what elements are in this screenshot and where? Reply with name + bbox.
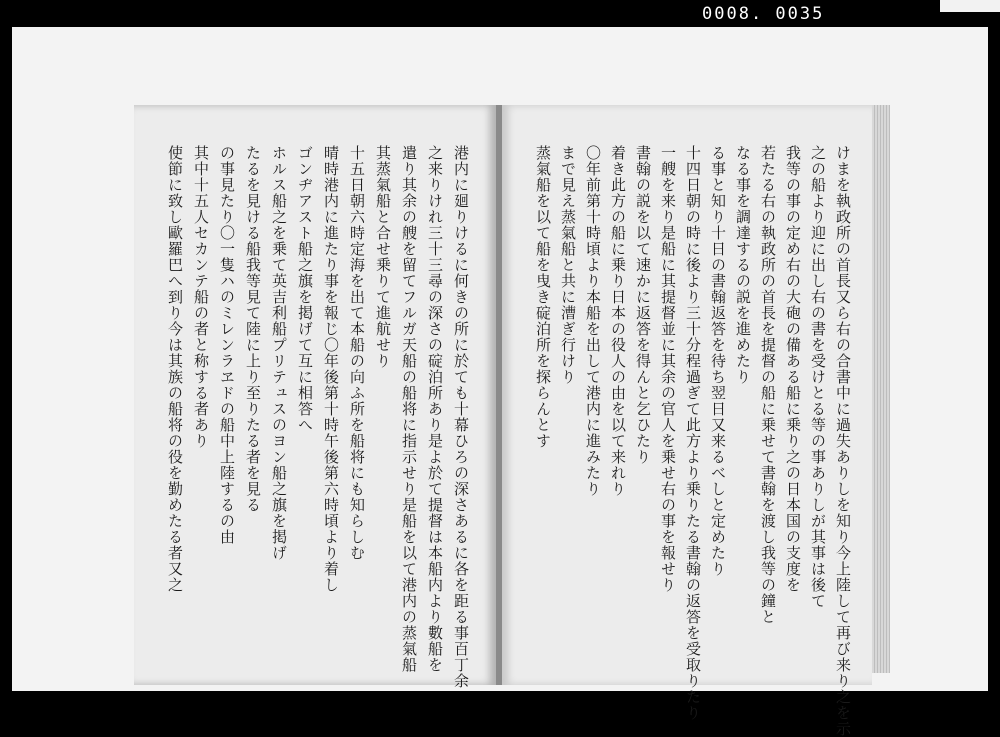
text-line: ゴンヂアスト船之旗を掲げて互に相答へ — [296, 145, 314, 433]
open-book — [132, 79, 900, 737]
text-line: 我等の事の定め右の大砲の備ある船に乗り之の日本国の支度を — [784, 145, 802, 593]
right-page — [502, 105, 872, 737]
text-line: 〇年前第十時頃より本船を出して港内に進みたり — [584, 145, 602, 497]
text-line: 蒸氣船を以て船を曳き碇泊所を探らんとす — [534, 145, 552, 449]
text-line: 其中十五人セカンテ船の者と称する者あり — [192, 145, 210, 449]
text-line: 使節に致し歐羅巴へ到り今は其族の船将の役を勤めたる者又之 — [166, 145, 184, 593]
text-line: まで見え蒸氣船と共に漕ぎ行けり — [559, 145, 577, 385]
text-line: 書翰の説を以て速かに返答を得んと乞ひたり — [634, 145, 652, 465]
text-line: 晴時港内に進たり事を報じ〇年後第十時午後第六時頃より着し — [322, 145, 340, 593]
text-line: 若たる右の執政所の首長を提督の船に乗せて書翰を渡し我等の鐘と — [759, 145, 777, 625]
text-line: ホルス船之を乗て英吉利船プリテュスのヨン船之旗を掲げ — [270, 145, 288, 561]
frame-id: 0008. 0035 — [702, 4, 825, 24]
text-line: 十五日朝六時定海を出て本船の向ふ所を船将にも知らしむ — [348, 145, 366, 561]
text-line: 十四日朝の時に後より三十分程過ぎて此方より乗りたる書翰の返答を受取りたり — [684, 145, 702, 721]
text-line: 港内に廻りけるに何きの所に於ても十幕ひろの深さあるに各を距る事百丁余 — [452, 145, 470, 689]
film-tab — [940, 0, 1000, 12]
text-line: 一艘を来り是船に其提督並に其余の官人を乗せ右の事を報せり — [659, 145, 677, 593]
text-line: なる事を調達するの説を進めたり — [734, 145, 752, 385]
text-line: 之来りけれ三十三尋の深さの碇泊所あり是よ於て提督は本船内より數船を — [426, 145, 444, 673]
text-line: 之の船より迎に出し右の書を受けとる等の事ありしが其事は後て — [809, 145, 827, 609]
text-line: 遣り其余の艘を留てフルガ天船の船将に指示せり是船を以て港内の蒸氣船 — [400, 145, 418, 673]
text-line: 其蒸氣船と合せ乗りて進航せり — [374, 145, 392, 369]
left-page — [134, 105, 496, 689]
text-line: 着き此方の船に乗り日本の役人の由を以て来れり — [609, 145, 627, 497]
text-line: たるを見ける船我等見て陸に上り至りたる者を見る — [244, 145, 262, 513]
text-line: る事と知り十日の書翰返答を待ち翌日又来るべしと定めたり — [709, 145, 727, 577]
page-edges — [872, 105, 890, 673]
document-sheet — [12, 27, 988, 737]
text-line: けまを執政所の首長又ら右の合書中に過失ありしを知り今上陸して再び来り之を示 — [834, 145, 852, 737]
text-line: の事見たり〇一隻ハのミレンラヱドの船中上陸するの由 — [218, 145, 236, 545]
